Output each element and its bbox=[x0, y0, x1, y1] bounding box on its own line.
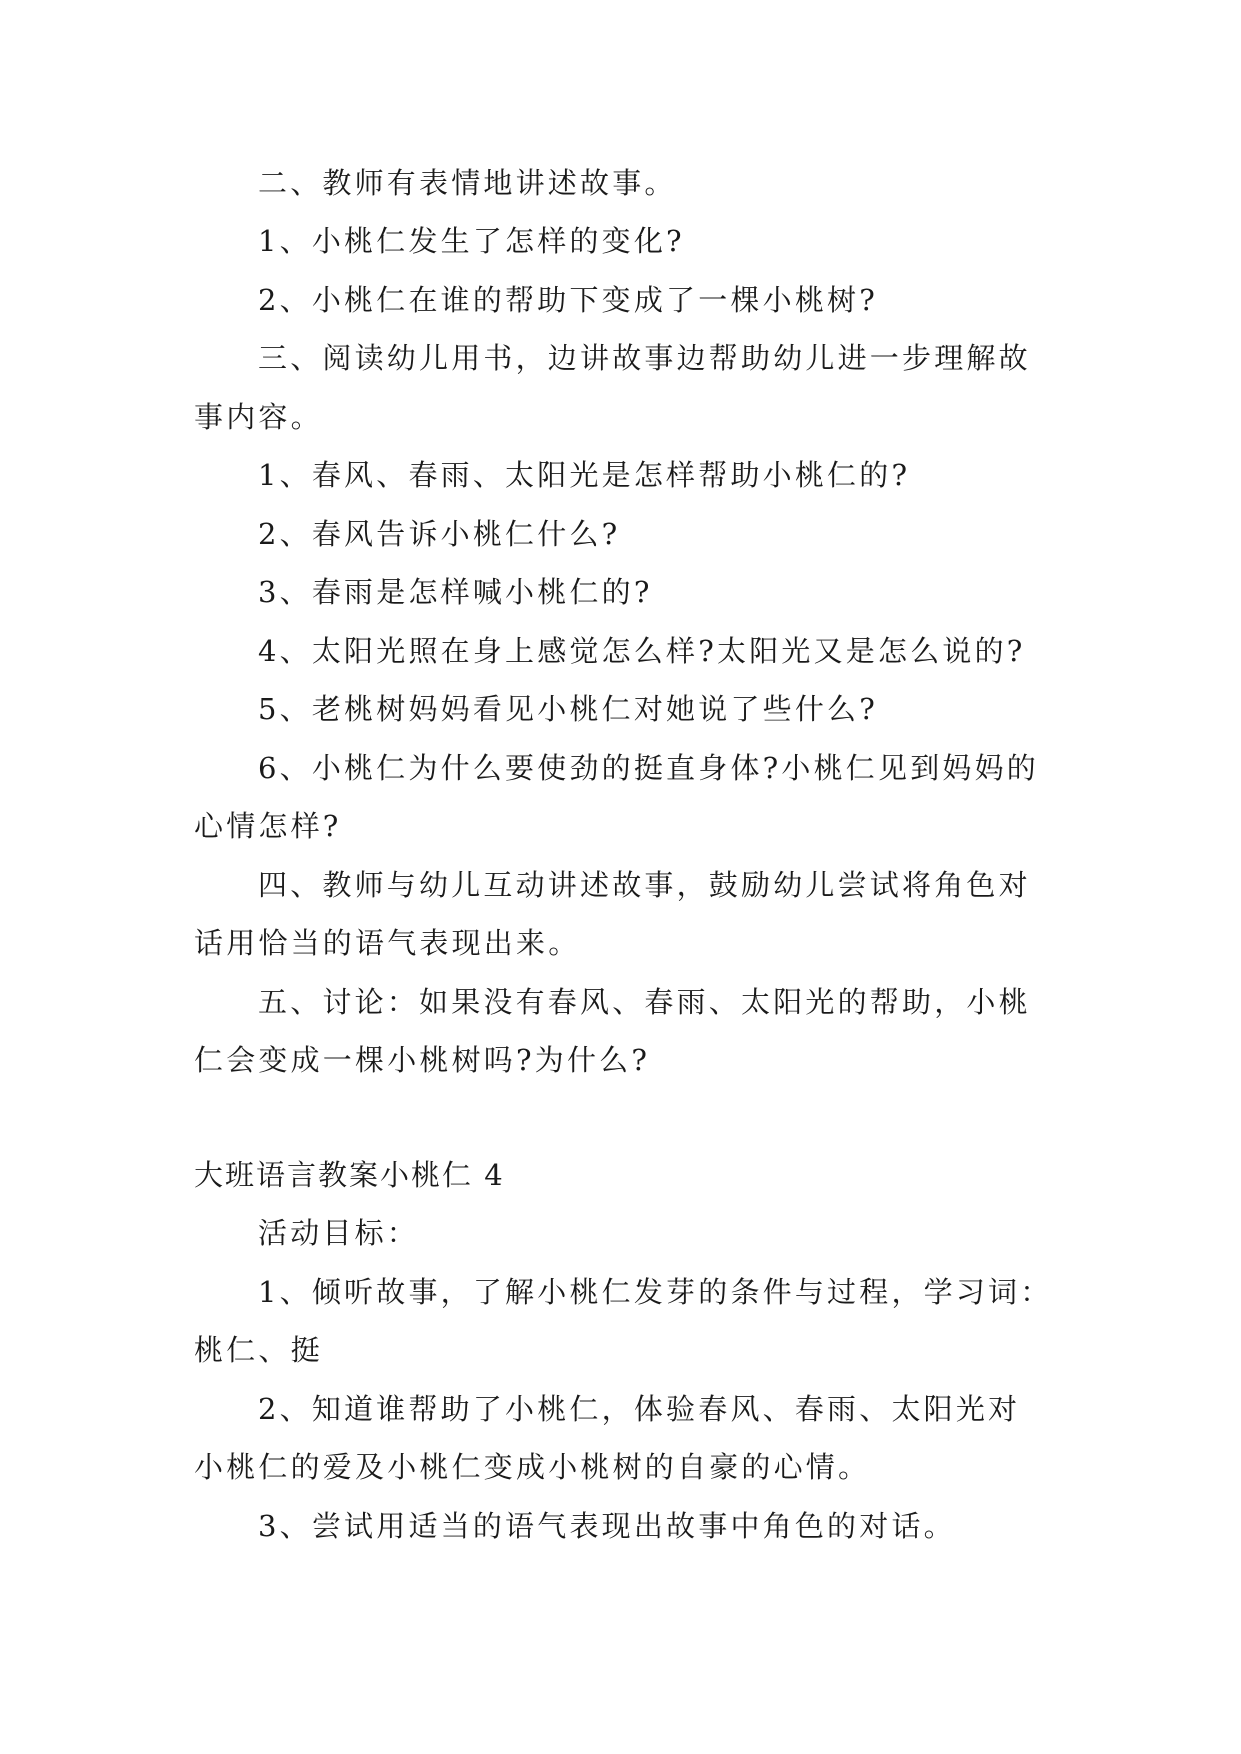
goal-3: 3、尝试用适当的语气表现出故事中角色的对话。 bbox=[258, 1509, 956, 1543]
question-1: 1、小桃仁发生了怎样的变化? bbox=[258, 224, 685, 258]
goal-1-line-1: 1、倾听故事，了解小桃仁发芽的条件与过程，学习词： bbox=[258, 1275, 1053, 1309]
lesson-title: 大班语言教案小桃仁 4 bbox=[194, 1158, 505, 1192]
reading-question-4: 4、太阳光照在身上感觉怎么样?太阳光又是怎么说的? bbox=[258, 634, 1026, 668]
goal-2-line-1: 2、知道谁帮助了小桃仁，体验春风、春雨、太阳光对 bbox=[258, 1392, 1021, 1426]
question-2: 2、小桃仁在谁的帮助下变成了一棵小桃树? bbox=[258, 283, 878, 317]
step-four-line-1: 四、教师与幼儿互动讲述故事，鼓励幼儿尝试将角色对 bbox=[258, 868, 1031, 902]
goal-1-line-2: 桃仁、挺 bbox=[194, 1333, 323, 1367]
reading-question-6-line-2: 心情怎样? bbox=[194, 809, 342, 843]
reading-question-2: 2、春风告诉小桃仁什么? bbox=[258, 517, 621, 551]
reading-question-6-line-1: 6、小桃仁为什么要使劲的挺直身体?小桃仁见到妈妈的 bbox=[258, 751, 1039, 785]
goal-2-line-2: 小桃仁的爱及小桃仁变成小桃树的自豪的心情。 bbox=[194, 1450, 871, 1484]
step-three-line-2: 事内容。 bbox=[194, 400, 323, 434]
step-four-line-2: 话用恰当的语气表现出来。 bbox=[194, 926, 581, 960]
reading-question-1: 1、春风、春雨、太阳光是怎样帮助小桃仁的? bbox=[258, 458, 911, 492]
step-three-line-1: 三、阅读幼儿用书，边讲故事边帮助幼儿进一步理解故 bbox=[258, 341, 1031, 375]
reading-question-5: 5、老桃树妈妈看见小桃仁对她说了些什么? bbox=[258, 692, 878, 726]
reading-question-3: 3、春雨是怎样喊小桃仁的? bbox=[258, 575, 653, 609]
step-two-intro: 二、教师有表情地讲述故事。 bbox=[258, 166, 677, 200]
goals-label: 活动目标： bbox=[258, 1216, 420, 1250]
step-five-line-2: 仁会变成一棵小桃树吗?为什么? bbox=[194, 1043, 651, 1077]
step-five-line-1: 五、讨论：如果没有春风、春雨、太阳光的帮助，小桃 bbox=[258, 985, 1031, 1019]
